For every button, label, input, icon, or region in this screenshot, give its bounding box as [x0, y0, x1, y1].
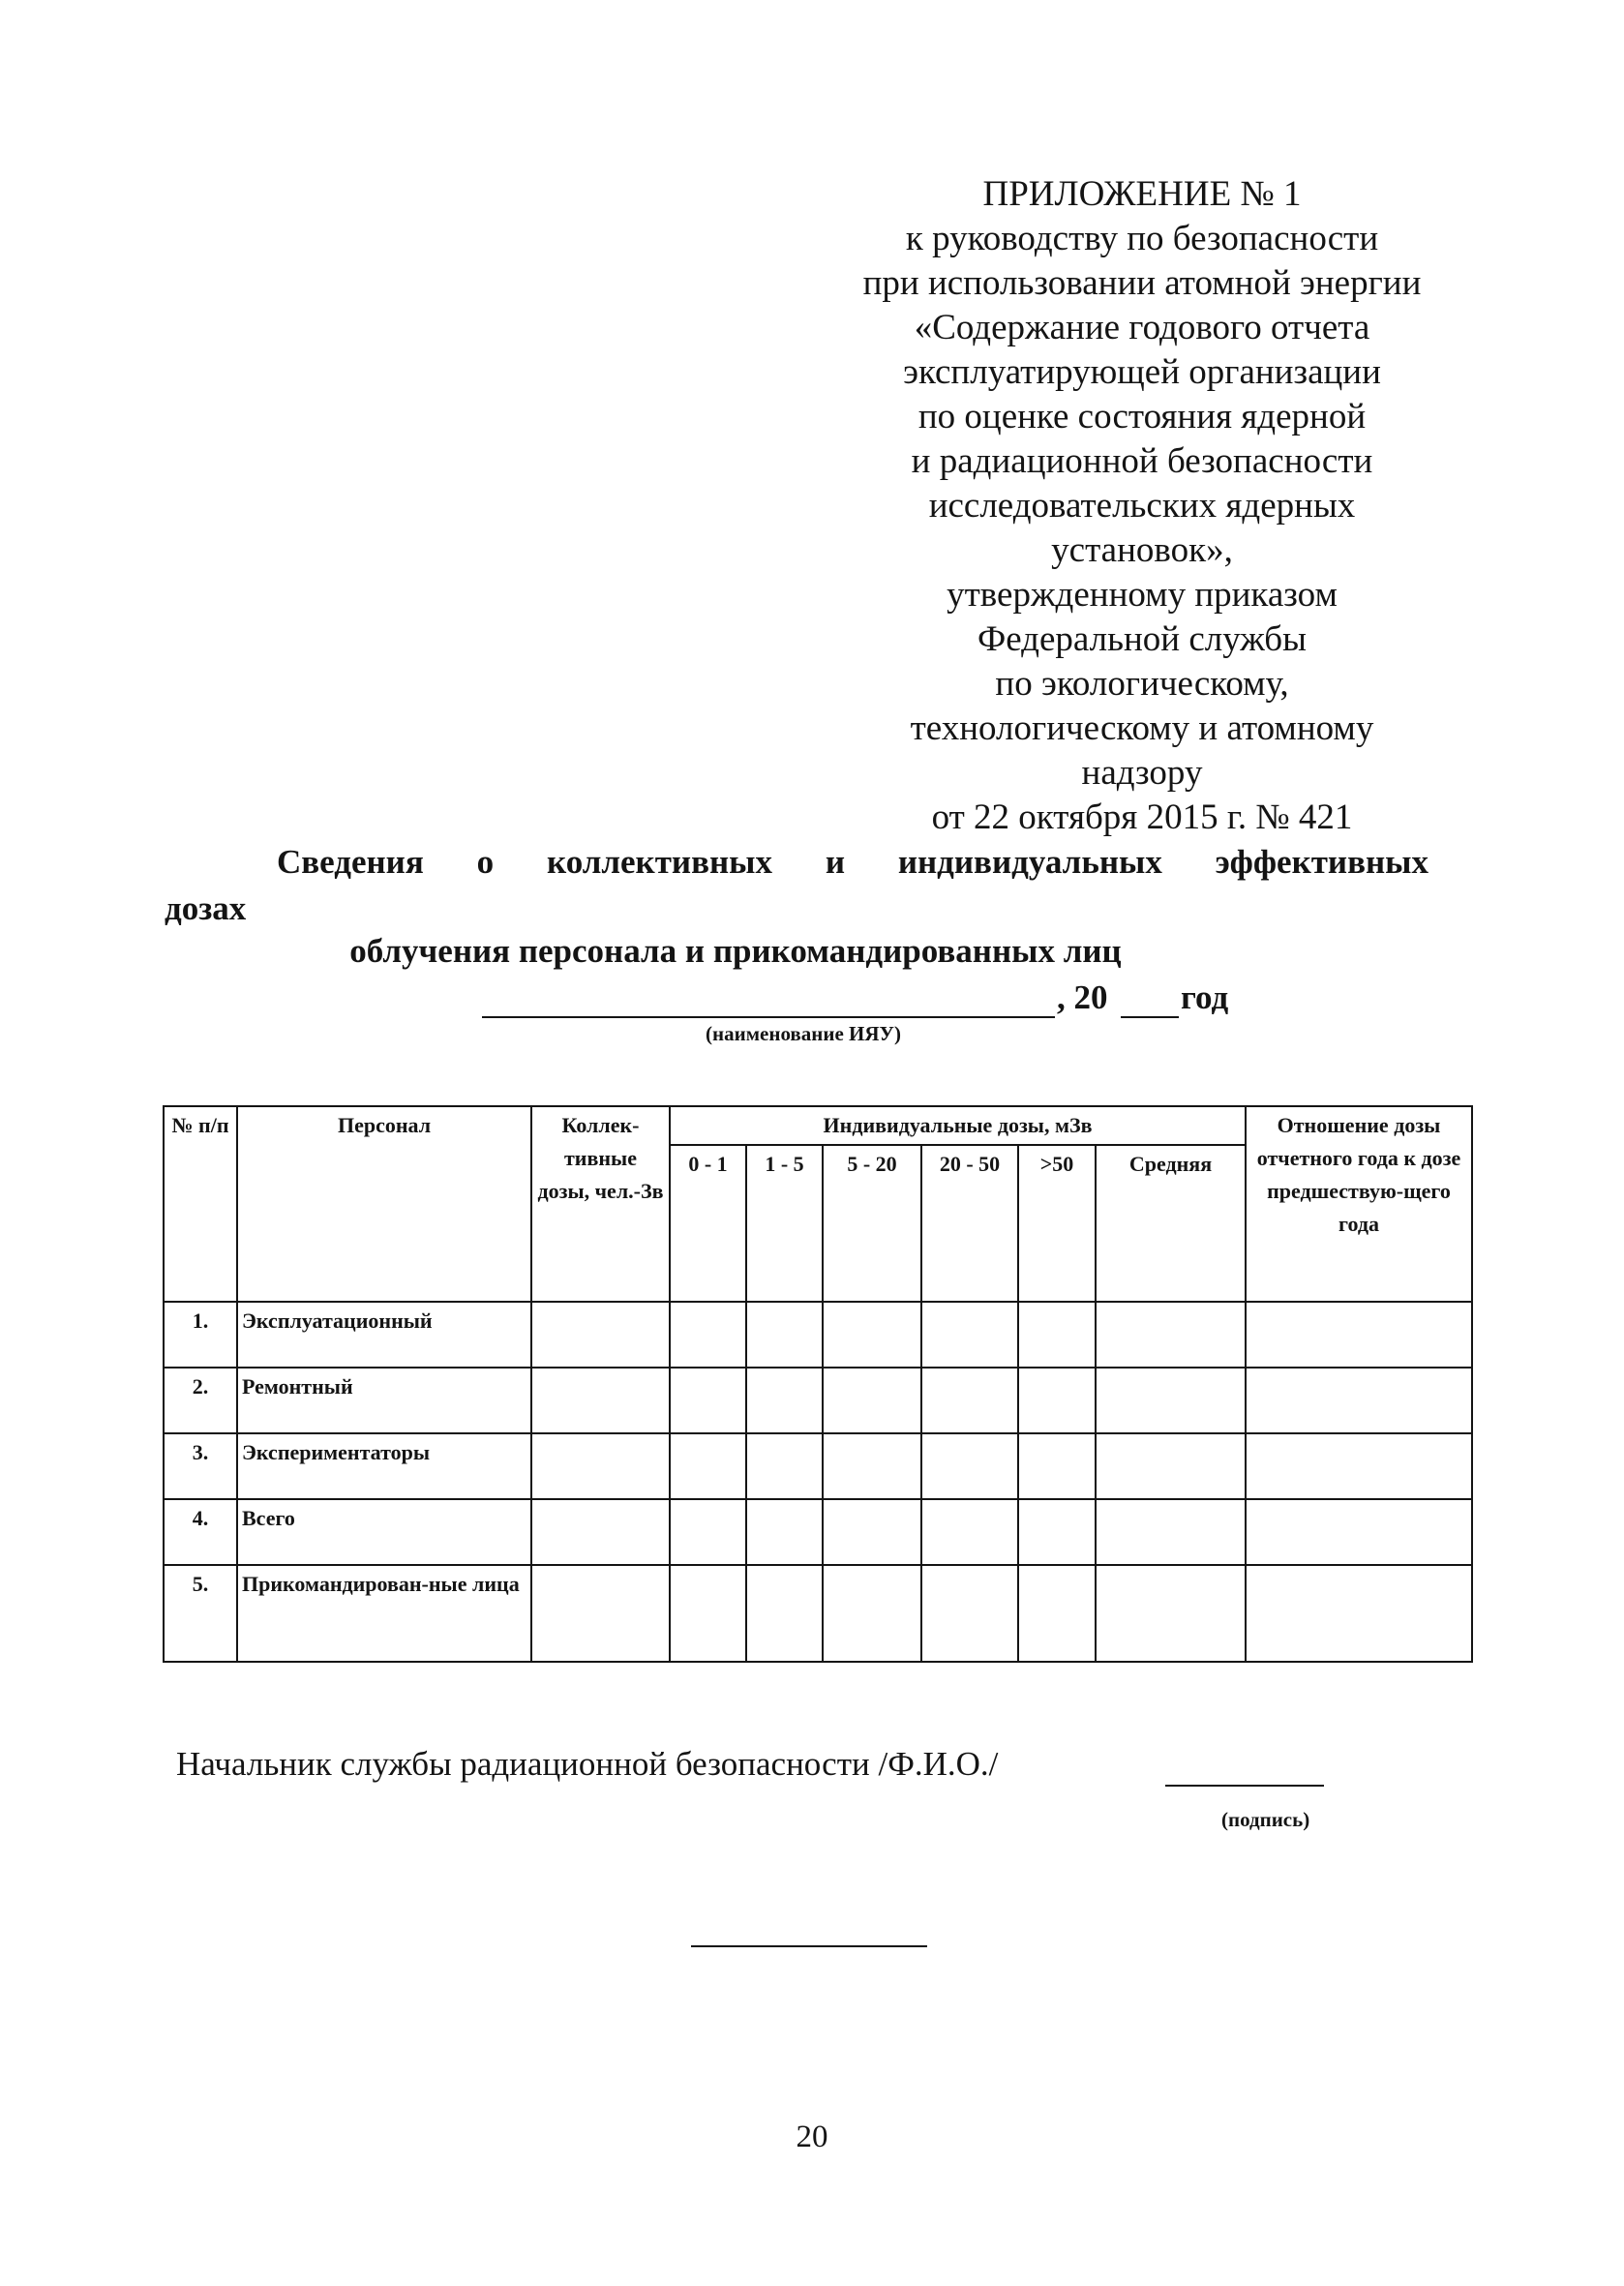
- header-collective: Коллек-тивные дозы, чел.-Зв: [531, 1106, 670, 1302]
- row-num: 2.: [164, 1368, 237, 1433]
- appendix-line: по экологическому,: [995, 664, 1289, 704]
- header-personnel: Персонал: [237, 1106, 531, 1302]
- cell: [823, 1499, 921, 1565]
- table-row: [164, 1368, 1472, 1433]
- appendix-line: эксплуатирующей организации: [903, 352, 1381, 392]
- signature-blank: [1165, 1785, 1324, 1787]
- cell: [1018, 1302, 1096, 1368]
- cell: [823, 1433, 921, 1499]
- appendix-line: надзору: [1081, 753, 1203, 793]
- document-title-line2: облучения персонала и прикомандированных лиц: [349, 932, 1122, 970]
- appendix-line: «Содержание годового отчета: [914, 308, 1370, 347]
- row-label: Всего: [237, 1499, 531, 1565]
- header-range: 5 - 20: [823, 1145, 921, 1302]
- cell: [1018, 1565, 1096, 1662]
- year-prefix: , 20: [1057, 978, 1108, 1016]
- facility-name-field: [482, 976, 1237, 1026]
- cell: [1018, 1433, 1096, 1499]
- table-header-row: [164, 1106, 1472, 1145]
- appendix-line: и радиационной безопасности: [911, 441, 1373, 481]
- cell: [921, 1499, 1018, 1565]
- cell: [531, 1302, 670, 1368]
- appendix-line: ПРИЛОЖЕНИЕ № 1: [982, 174, 1302, 214]
- appendix-line: при использовании атомной энергии: [862, 263, 1422, 303]
- row-label: Эксплуатационный: [237, 1302, 531, 1368]
- row-label: Ремонтный: [237, 1368, 531, 1433]
- row-label: Экспериментаторы: [237, 1433, 531, 1499]
- header-range: 20 - 50: [921, 1145, 1018, 1302]
- cell: [823, 1302, 921, 1368]
- header-average: Средняя: [1096, 1145, 1246, 1302]
- cell: [1096, 1368, 1246, 1433]
- row-num: 5.: [164, 1565, 237, 1662]
- header-range: >50: [1018, 1145, 1096, 1302]
- cell: [1246, 1565, 1472, 1662]
- cell: [670, 1302, 746, 1368]
- cell: [670, 1368, 746, 1433]
- cell: [531, 1499, 670, 1565]
- appendix-line: технологическому и атомному: [910, 708, 1374, 748]
- cell: [746, 1368, 823, 1433]
- header-ratio: Отношение дозы отчетного года к дозе предшествую-щего года: [1246, 1106, 1472, 1302]
- cell: [1246, 1368, 1472, 1433]
- header-range: 0 - 1: [670, 1145, 746, 1302]
- cell: [921, 1565, 1018, 1662]
- divider-line: [691, 1945, 927, 1947]
- cell: [1096, 1302, 1246, 1368]
- cell: [921, 1368, 1018, 1433]
- cell: [531, 1433, 670, 1499]
- cell: [1096, 1499, 1246, 1565]
- dose-table: [163, 1105, 1473, 1663]
- year-word: год: [1181, 978, 1229, 1016]
- row-num: 4.: [164, 1499, 237, 1565]
- cell: [531, 1368, 670, 1433]
- cell: [1246, 1302, 1472, 1368]
- cell: [746, 1499, 823, 1565]
- appendix-header: [794, 172, 1490, 840]
- cell: [746, 1565, 823, 1662]
- cell: [670, 1565, 746, 1662]
- cell: [1246, 1433, 1472, 1499]
- cell: [1096, 1433, 1246, 1499]
- appendix-line: от 22 октября 2015 г. № 421: [931, 797, 1353, 837]
- row-num: 1.: [164, 1302, 237, 1368]
- table-row: [164, 1433, 1472, 1499]
- table-row: [164, 1565, 1472, 1662]
- header-num: № п/п: [164, 1106, 237, 1302]
- signature-label: Начальник службы радиационной безопасности /Ф.И.О./: [176, 1745, 999, 1783]
- header-range: 1 - 5: [746, 1145, 823, 1302]
- document-title-line1: Сведения о коллективных и индивидуальных эффективных: [277, 843, 1429, 881]
- year-blank: [1121, 1016, 1179, 1018]
- cell: [746, 1433, 823, 1499]
- page-number: 20: [796, 2120, 828, 2154]
- appendix-line: по оценке состояния ядерной: [917, 397, 1367, 436]
- cell: [670, 1499, 746, 1565]
- document-title-wrap: дозах: [165, 889, 247, 927]
- cell: [670, 1433, 746, 1499]
- cell: [746, 1302, 823, 1368]
- table-row: [164, 1499, 1472, 1565]
- row-num: 3.: [164, 1433, 237, 1499]
- table-row: [164, 1302, 1472, 1368]
- header-individual-group: Индивидуальные дозы, мЗв: [670, 1106, 1246, 1145]
- row-label: Прикомандирован-ные лица: [237, 1565, 531, 1662]
- cell: [1018, 1499, 1096, 1565]
- cell: [531, 1565, 670, 1662]
- cell: [1018, 1368, 1096, 1433]
- appendix-line: к руководству по безопасности: [905, 219, 1379, 258]
- appendix-line: Федеральной службы: [977, 619, 1307, 659]
- cell: [921, 1302, 1018, 1368]
- cell: [921, 1433, 1018, 1499]
- cell: [823, 1368, 921, 1433]
- facility-name-blank: [482, 1016, 1055, 1018]
- cell: [823, 1565, 921, 1662]
- signature-caption: (подпись): [1221, 1808, 1310, 1831]
- appendix-line: утвержденному приказом: [947, 575, 1338, 615]
- appendix-line: установок»,: [1051, 530, 1233, 570]
- facility-name-caption: (наименование ИЯУ): [706, 1022, 901, 1045]
- appendix-line: исследовательских ядерных: [928, 486, 1356, 526]
- cell: [1096, 1565, 1246, 1662]
- cell: [1246, 1499, 1472, 1565]
